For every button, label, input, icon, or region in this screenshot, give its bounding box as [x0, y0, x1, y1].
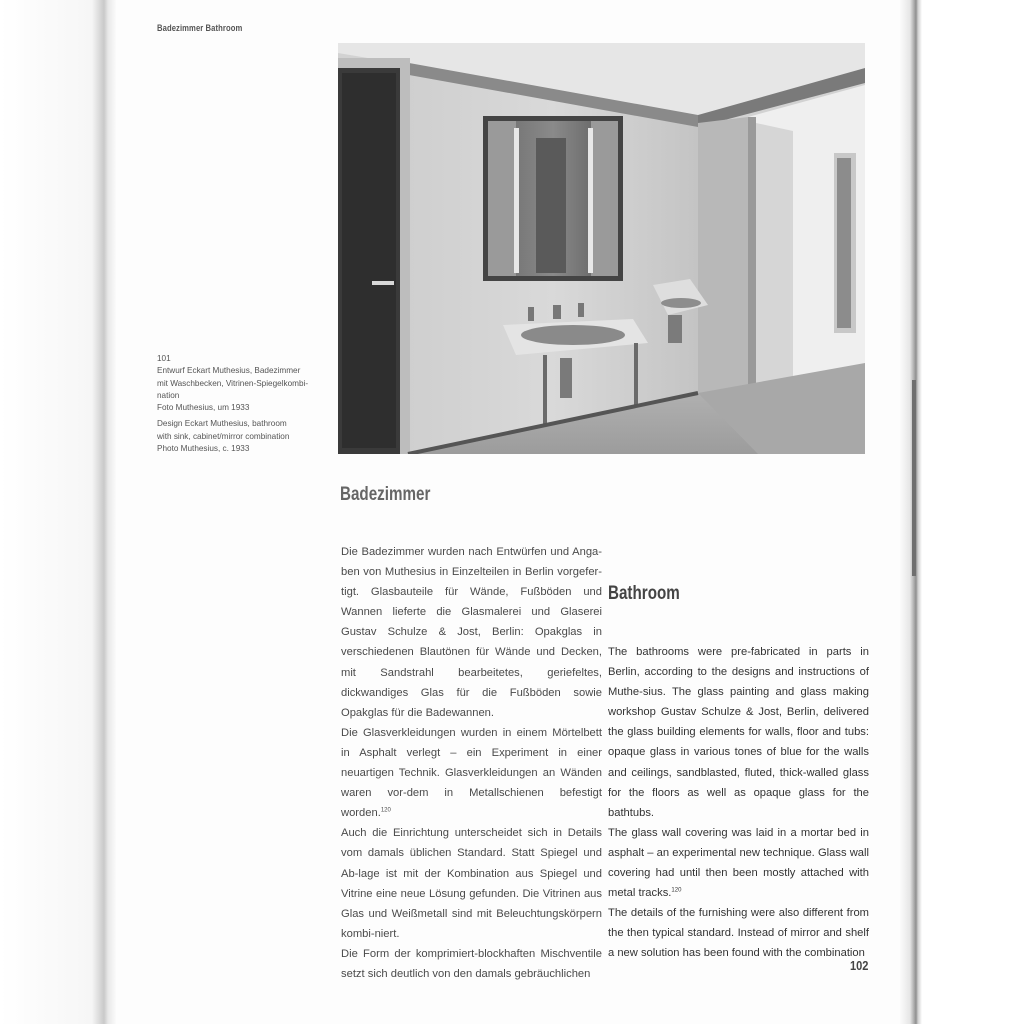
running-header: Badezimmer Bathroom — [157, 23, 243, 33]
paragraph — [608, 823, 869, 903]
caption-de-line: nation — [157, 390, 180, 400]
heading-german: Badezimmer — [340, 484, 431, 505]
page-edge — [900, 0, 1024, 1024]
caption-de-line: Entwurf Eckart Muthesius, Badezimmer — [157, 366, 301, 376]
english-text-column — [608, 642, 869, 964]
paragraph: Die Form der komprimiert-blockhaften Mischventile setzt sich deutlich von den damals gebräuchlichen — [341, 947, 602, 980]
heading-english: Bathroom — [608, 583, 680, 604]
bathroom-photo — [338, 43, 865, 454]
page-edge-mark — [912, 380, 916, 576]
caption-de-line: mit Waschbecken, Vitrinen-Spiegelkombi- — [157, 378, 309, 388]
paragraph — [341, 723, 602, 823]
book-gutter-shadow — [0, 0, 116, 1024]
paragraph-text: Die Glasverkleidungen wurden in einem Mörtelbett in Asphalt verlegt – ein Experiment in einer neuartigen Technik. Glasverkleidungen an Wänden waren vor-dem in Metallschienen befestigt worden. — [341, 726, 602, 820]
figure-caption — [157, 353, 322, 455]
footnote-ref: 120 — [671, 887, 682, 894]
caption-en-line: with sink, cabinet/mirror combination — [157, 431, 290, 441]
footnote-ref: 120 — [380, 807, 391, 814]
page-number: 102 — [850, 958, 869, 973]
paragraph: Die Badezimmer wurden nach Entwürfen und Anga-ben von Muthesius in Einzelteilen in Berlin vorgefer-tigt. Glasbauteile für Wände, Fußböden und Wannen lieferte die Glasmalerei und Glaserei Gustav Schulze & Jost, Berlin: Opakglas in verschiedenen Blautönen für Wände und Decken, mit Sandstrahl bearbeitetes, geriefeltes, dickwandiges Glas für die Fußböden sowie Opakglas für die Badewannen. — [341, 546, 602, 719]
paragraph: The details of the furnishing were also different from the then typical standard. Instead of mirror and shelf a new solution has been found with the combination — [608, 907, 869, 960]
caption-de-line: Foto Muthesius, um 1933 — [157, 403, 250, 413]
paragraph: The bathrooms were pre-fabricated in parts in Berlin, according to the designs and instructions of Muthe-sius. The glass painting and glass making workshop Gustav Schulze & Jost, Berlin, delivered the glass building elements for walls, floor and tubs: opaque glass in various tones of blue for the walls and ceilings, sandblasted, fluted, thick-walled glass for the floors as well as opaque glass for the bathtubs. — [608, 646, 869, 819]
caption-number: 101 — [157, 354, 171, 363]
german-text-column — [341, 542, 602, 984]
caption-en-line: Photo Muthesius, c. 1933 — [157, 444, 250, 454]
paragraph-text: The glass wall covering was laid in a mortar bed in asphalt – an experimental new technique. Glass wall covering had until then been mostly attached with metal tracks. — [608, 826, 869, 900]
caption-en-line: Design Eckart Muthesius, bathroom — [157, 419, 287, 429]
paragraph: Auch die Einrichtung unterscheidet sich in Details vom damals üblichen Standard. Statt Spiegel und Ab-lage ist mit der Kombination aus Spiegel und Vitrine eine neue Lösung gefunden. Die Vitrinen aus Glas und Weißmetall sind mit Beleuchtungskörpern kombi-niert. — [341, 827, 602, 940]
